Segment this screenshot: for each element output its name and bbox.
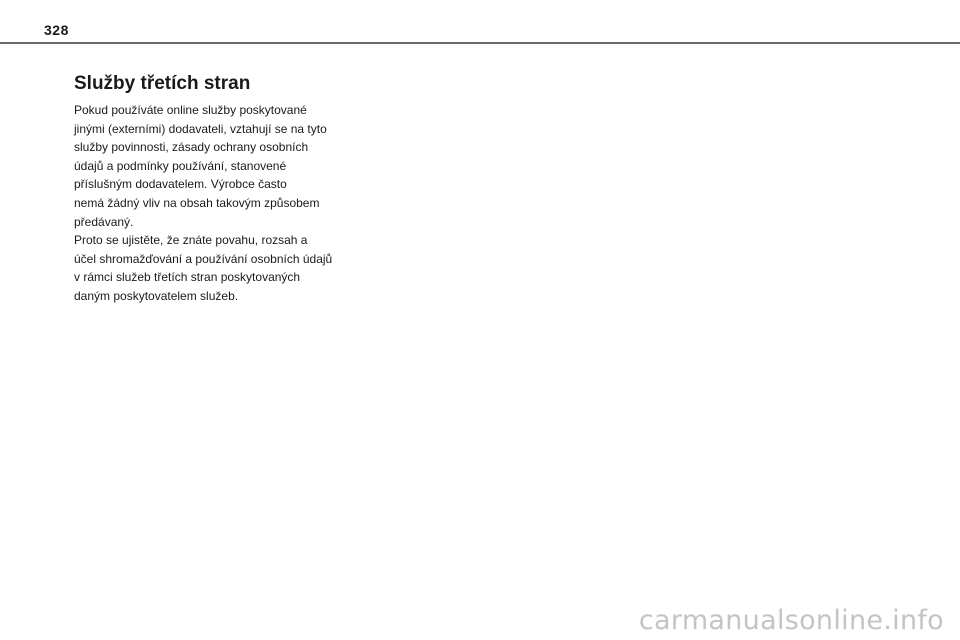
paragraph-third-party-terms: Pokud používáte online služby poskytované jinými (externími) dodavateli, vztahují se na tyto služby povinnosti, zásady ochrany osobních údajů a podmínky používání, stanovené příslušným dodavatelem. Výrobce často nemá žádný vliv na obsah takovým způsobem předávaný.: [74, 103, 327, 229]
watermark: carmanualsonline.info: [638, 605, 944, 636]
header-divider: [0, 42, 960, 44]
section-title: Služby třetích stran: [74, 73, 251, 94]
section-content: [74, 72, 364, 306]
paragraph-data-usage: Proto se ujistěte, že znáte povahu, rozsah a účel shromažďování a používání osobních údajů v rámci služeb třetích stran poskytovaných daným poskytovatelem služeb.: [74, 233, 333, 303]
page-number: 328: [44, 22, 69, 38]
